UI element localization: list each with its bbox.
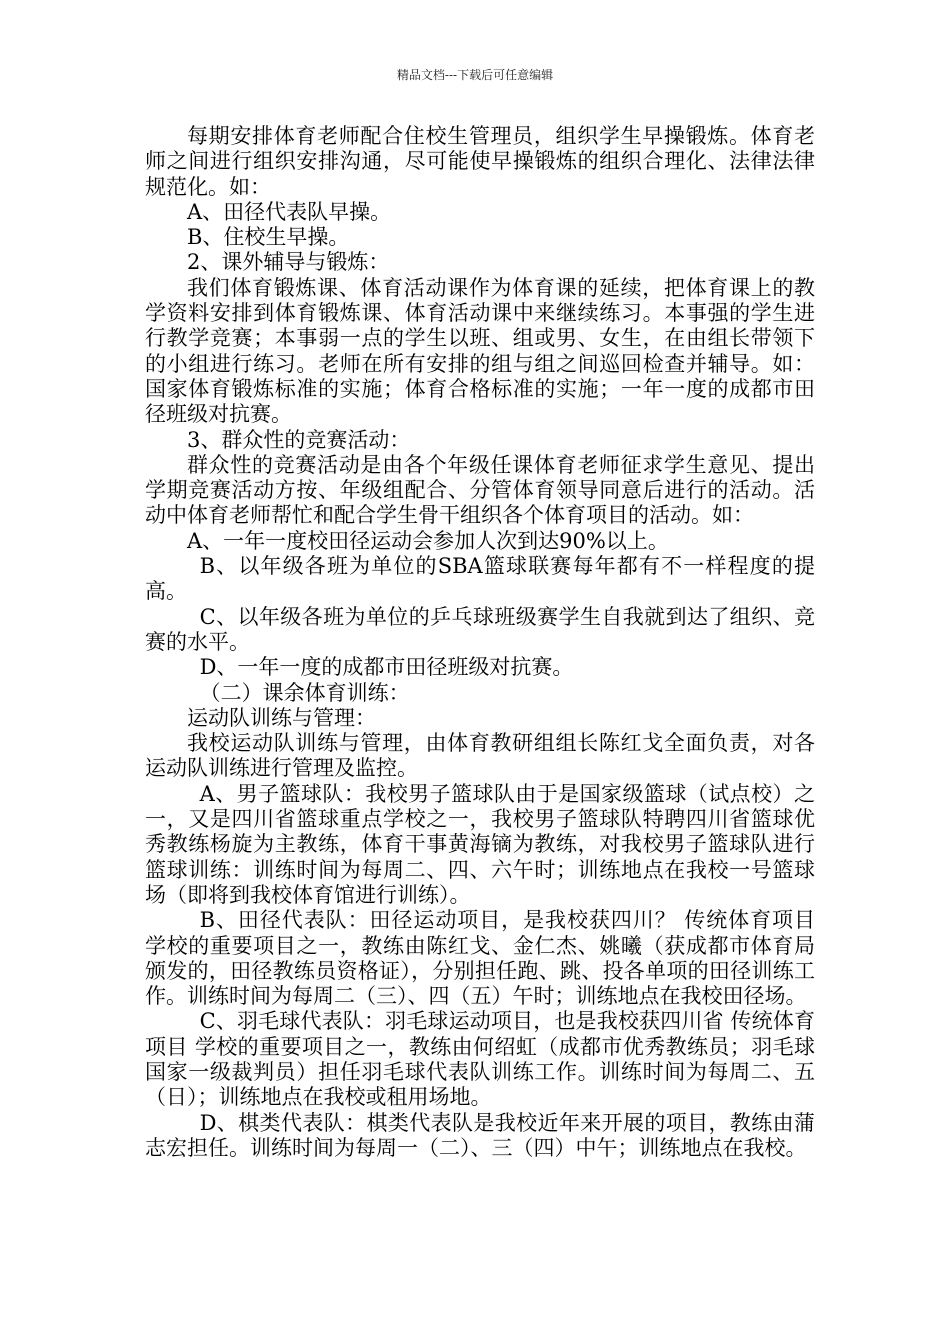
page-header: 精品文档---下载后可任意编辑 bbox=[396, 68, 554, 82]
list-item: D、一年一度的成都市田径班级对抗赛。 bbox=[199, 655, 574, 680]
paragraph: B、田径代表队：田径运动项目，是我校获四川？ 传统体育项目 学校的重要项目之一，教练由陈红戈、金仁杰、姚曦（获成都市体育局颁发的，田径教练员资格证），分别担任跑、跳、投各单项的田径训练工作。训练时间为每周二（三）、四（五）午时；训练地点在我校田径场。 bbox=[145, 908, 815, 1009]
paragraph: D、棋类代表队：棋类代表队是我校近年来开展的项目，教练由蒲志宏担任。训练时间为每周一（二）、三（四）中午；训练地点在我校。 bbox=[145, 1110, 815, 1160]
paragraph: A、男子篮球队：我校男子篮球队由于是国家级篮球（试点校）之一，又是四川省篮球重点学校之一，我校男子篮球队特聘四川省篮球优秀教练杨旋为主教练，体育干事黄海镝为教练，对我校男子篮球队进行篮球训练：训练时间为每周二、四、六午时；训练地点在我校一号篮球场（即将到我校体育馆进行训练）。 bbox=[145, 781, 815, 907]
paragraph: 每期安排体育老师配合住校生管理员，组织学生早操锻炼。体育老师之间进行组织安排沟通，尽可能使早操锻炼的组织合理化、法律法律规范化。如： bbox=[145, 124, 815, 199]
paragraph: 我们体育锻炼课、体育活动课作为体育课的延续，把体育课上的教学资料安排到体育锻炼课、体育活动课中来继续练习。本事强的学生进行教学竞赛；本事弱一点的学生以班、组或男、女生，在由组长带领下的小组进行练习。老师在所有安排的组与组之间巡回检查并辅导。如：国家体育锻炼标准的实施；体育合格标准的实施；一年一度的成都市田径班级对抗赛。 bbox=[145, 275, 815, 427]
section-heading: 3、群众性的竞赛活动： bbox=[187, 427, 411, 452]
paragraph: C、羽毛球代表队：羽毛球运动项目，也是我校获四川省 传统体育项目 学校的重要项目之一，教练由何绍虹（成都市优秀教练员；羽毛球国家一级裁判员）担任羽毛球代表队训练工作。训练时间为每周二、五（日）；训练地点在我校或租用场地。 bbox=[145, 1009, 815, 1110]
list-item: A、田径代表队早操。 bbox=[187, 199, 392, 224]
subsection-heading: 运动队训练与管理： bbox=[187, 705, 376, 730]
paragraph: 我校运动队训练与管理，由体育教研组组长陈红戈全面负责，对各运动队训练进行管理及监控。 bbox=[145, 731, 815, 781]
list-item: B、以年级各班为单位的SBA篮球联赛每年都有不一样程度的提高。 bbox=[145, 554, 815, 604]
document-body bbox=[145, 124, 815, 1161]
section-heading: 2、课外辅导与锻炼： bbox=[187, 250, 390, 275]
list-item: B、住校生早操。 bbox=[187, 225, 350, 250]
list-item: C、以年级各班为单位的乒乓球班级赛学生自我就到达了组织、竞赛的水平。 bbox=[145, 604, 815, 654]
list-item: A、一年一度校田径运动会参加人次到达90%以上。 bbox=[187, 528, 669, 553]
section-heading: （二）课余体育训练： bbox=[199, 680, 410, 705]
paragraph: 群众性的竞赛活动是由各个年级任课体育老师征求学生意见、提出学期竞赛活动方按、年级组配合、分管体育领导同意后进行的活动。活动中体育老师帮忙和配合学生骨干组织各个体育项目的活动。如： bbox=[145, 452, 815, 528]
